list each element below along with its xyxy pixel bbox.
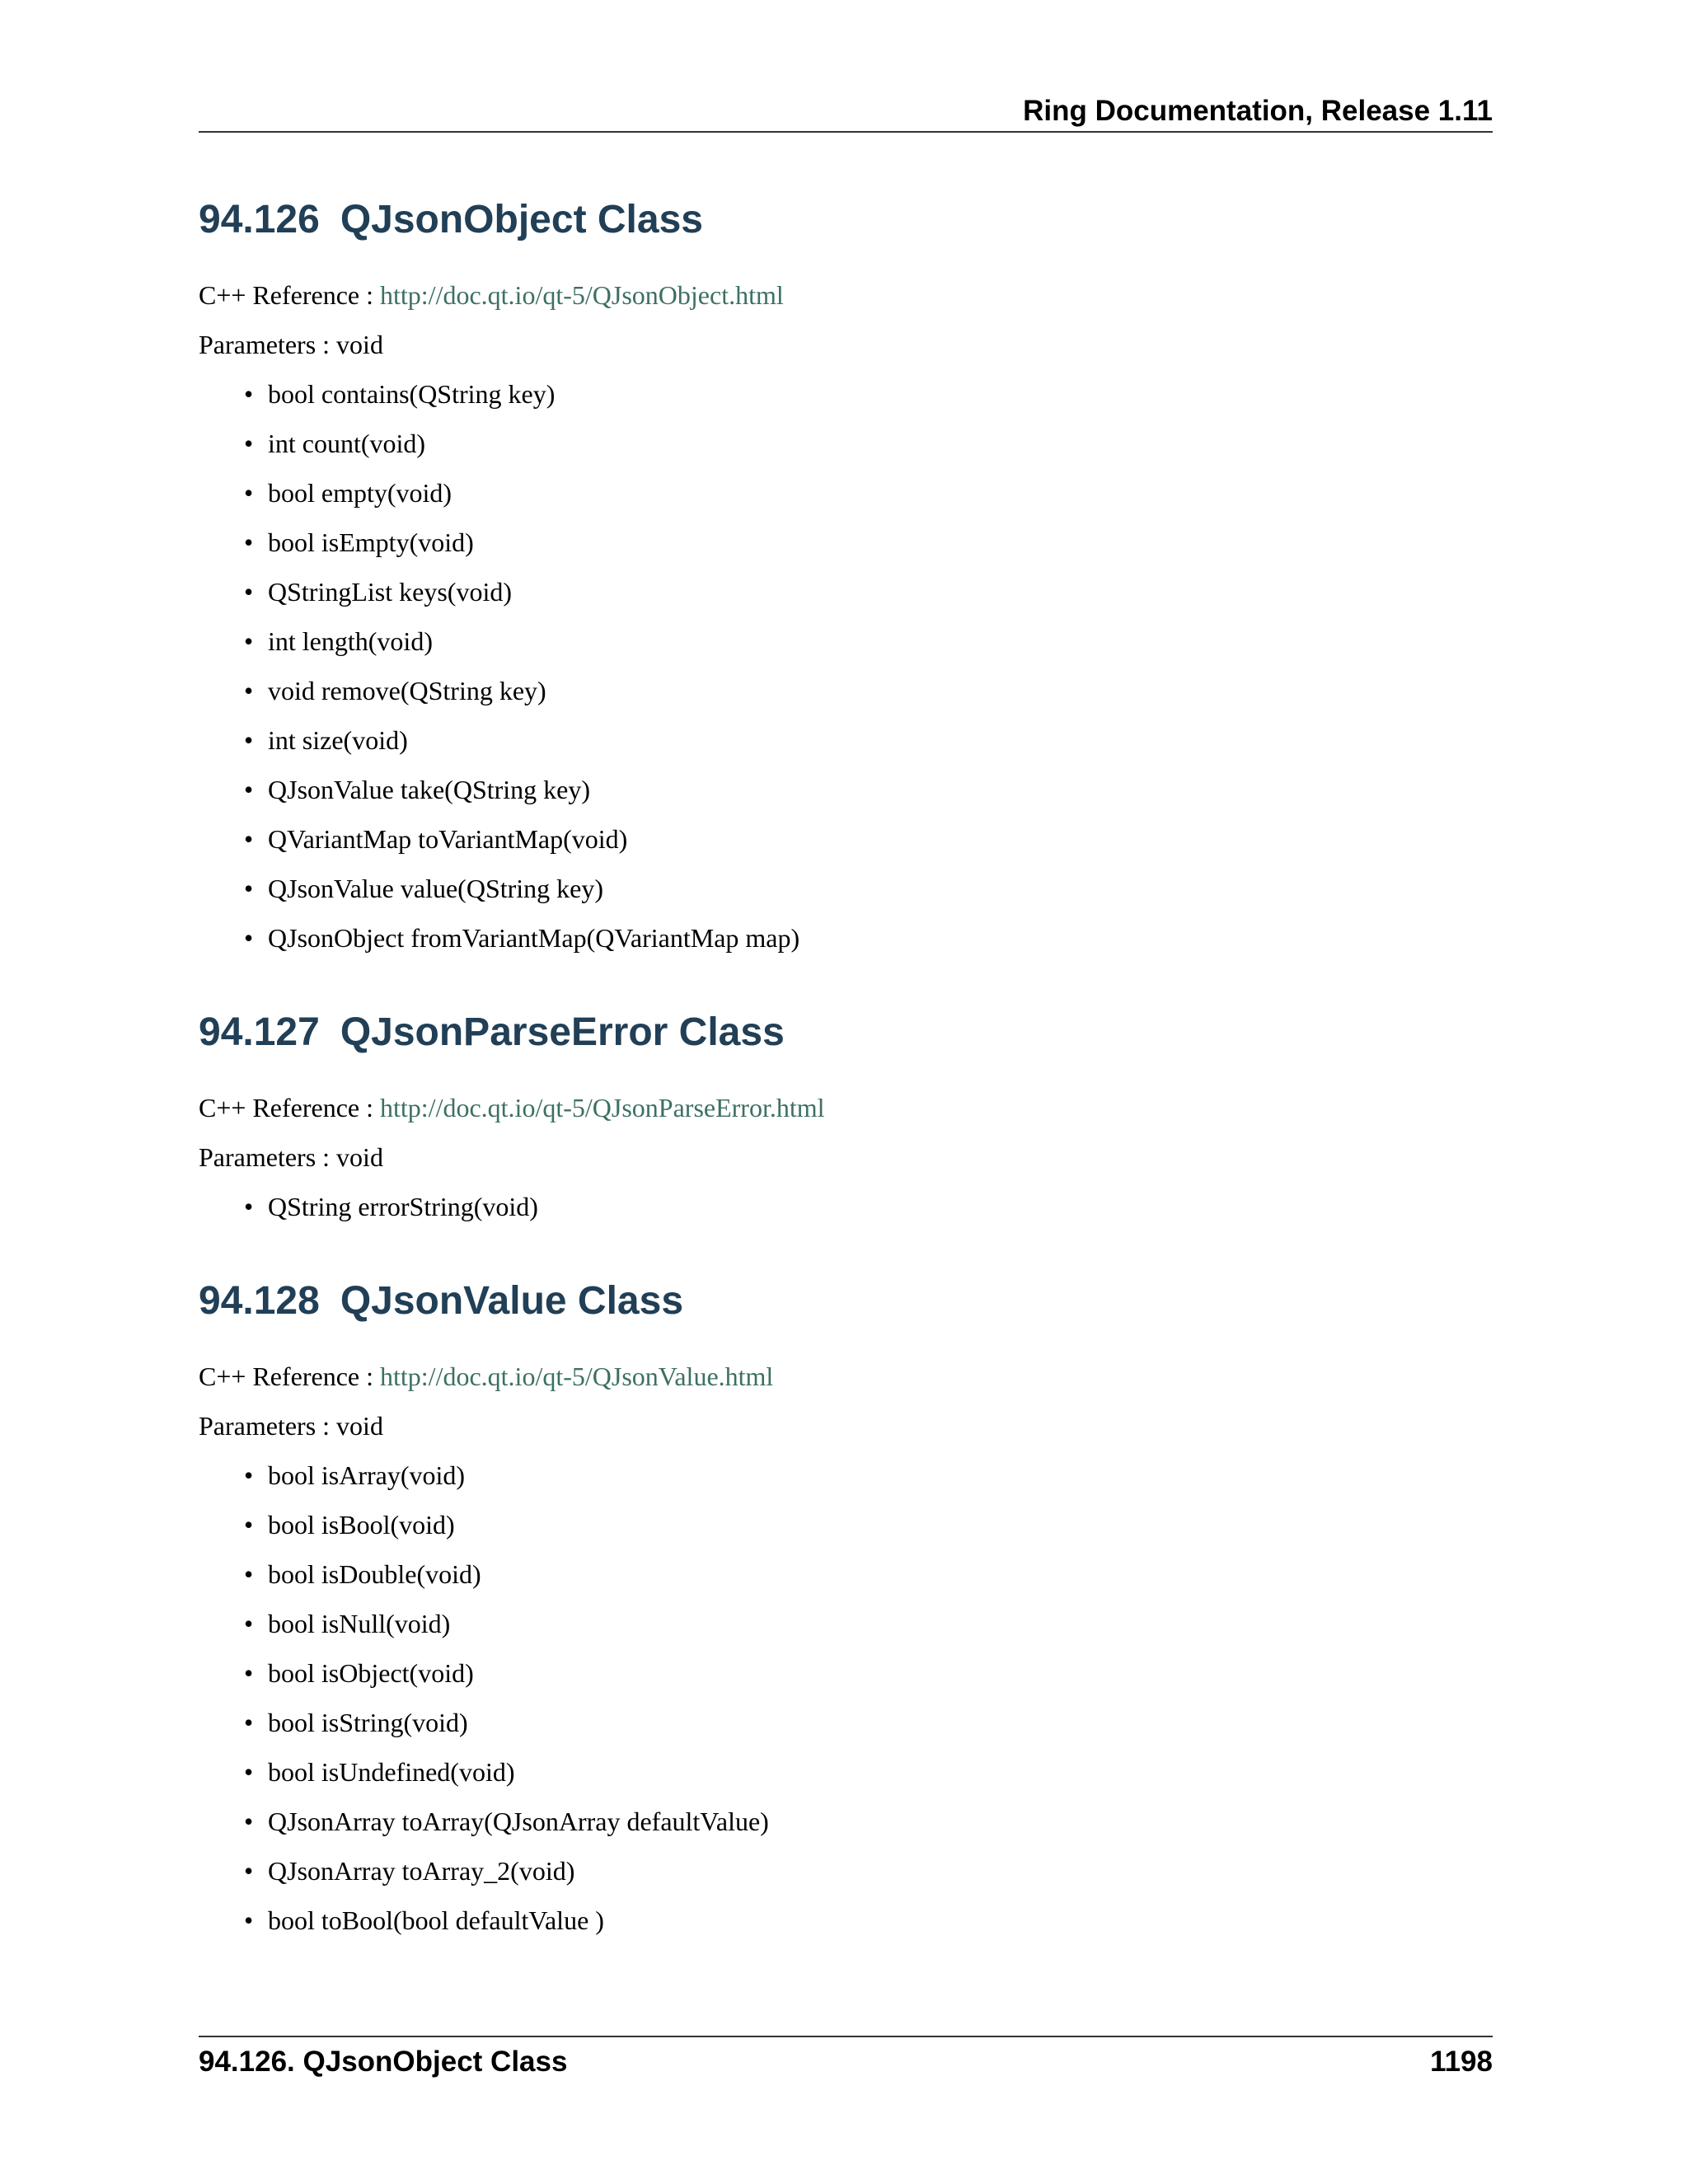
method-item — [244, 913, 1493, 963]
cpp-reference-label: C++ Reference : — [199, 1093, 373, 1122]
section-title: QJsonValue Class — [340, 1279, 684, 1323]
bullet-icon: • — [244, 725, 254, 755]
section-qjsonparseerror — [199, 1002, 1493, 1231]
method-item — [244, 666, 1493, 715]
method-signature: bool isNull(void) — [268, 1609, 451, 1638]
section-heading — [199, 1002, 1493, 1063]
parameters-value: void — [336, 330, 383, 359]
parameters-value: void — [336, 1411, 383, 1441]
method-item — [244, 518, 1493, 567]
bullet-icon: • — [244, 429, 254, 458]
bullet-icon: • — [244, 1609, 254, 1638]
bullet-icon: • — [244, 1856, 254, 1886]
bullet-icon: • — [244, 379, 254, 409]
bullet-icon: • — [244, 1510, 254, 1540]
bullet-icon: • — [244, 577, 254, 607]
section-heading — [199, 190, 1493, 251]
method-item — [244, 616, 1493, 666]
method-signature: bool isBool(void) — [268, 1510, 455, 1540]
method-item — [244, 1747, 1493, 1797]
method-item — [244, 1896, 1493, 1945]
header-rule — [199, 131, 1493, 133]
method-signature: QStringList keys(void) — [268, 577, 512, 607]
bullet-icon: • — [244, 775, 254, 804]
parameters-line — [199, 320, 1493, 369]
method-item — [244, 1451, 1493, 1500]
method-signature: bool isObject(void) — [268, 1658, 474, 1688]
method-signature: void remove(QString key) — [268, 676, 546, 705]
cpp-reference-line — [199, 1352, 1493, 1401]
bullet-icon: • — [244, 478, 254, 508]
method-signature: int length(void) — [268, 626, 433, 656]
section-number: 94.126 — [199, 198, 320, 241]
method-item — [244, 468, 1493, 518]
bullet-icon: • — [244, 1559, 254, 1589]
method-signature: bool isUndefined(void) — [268, 1757, 515, 1787]
method-item — [244, 1500, 1493, 1549]
method-item — [244, 1846, 1493, 1896]
method-item — [244, 765, 1493, 814]
bullet-icon: • — [244, 1905, 254, 1935]
method-list — [199, 1182, 1493, 1231]
method-item — [244, 715, 1493, 765]
cpp-reference-line — [199, 1083, 1493, 1132]
parameters-label: Parameters : — [199, 1142, 331, 1172]
method-item — [244, 1182, 1493, 1231]
bullet-icon: • — [244, 1658, 254, 1688]
running-header: Ring Documentation, Release 1.11 — [1023, 95, 1493, 127]
method-signature: int count(void) — [268, 429, 426, 458]
method-item — [244, 864, 1493, 913]
section-number: 94.128 — [199, 1279, 320, 1323]
method-signature: QJsonValue take(QString key) — [268, 775, 591, 804]
method-signature: QJsonValue value(QString key) — [268, 874, 604, 903]
bullet-icon: • — [244, 1807, 254, 1836]
method-item — [244, 1599, 1493, 1648]
footer-rule — [199, 2036, 1493, 2037]
method-signature: bool isArray(void) — [268, 1460, 466, 1490]
cpp-reference-label: C++ Reference : — [199, 1361, 373, 1391]
cpp-reference-link[interactable]: http://doc.qt.io/qt-5/QJsonParseError.html — [380, 1093, 825, 1122]
parameters-line — [199, 1401, 1493, 1451]
method-signature: QJsonArray toArray(QJsonArray defaultValue) — [268, 1807, 769, 1836]
bullet-icon: • — [244, 527, 254, 557]
section-title: QJsonObject Class — [340, 198, 703, 241]
bullet-icon: • — [244, 1708, 254, 1737]
method-signature: QString errorString(void) — [268, 1192, 538, 1221]
bullet-icon: • — [244, 676, 254, 705]
bullet-icon: • — [244, 1192, 254, 1221]
method-item — [244, 1648, 1493, 1698]
method-list — [199, 1451, 1493, 1945]
method-item — [244, 1797, 1493, 1846]
bullet-icon: • — [244, 1460, 254, 1490]
method-signature: bool toBool(bool defaultValue ) — [268, 1905, 604, 1935]
parameters-label: Parameters : — [199, 1411, 331, 1441]
bullet-icon: • — [244, 1757, 254, 1787]
method-item — [244, 1698, 1493, 1747]
page-content — [199, 190, 1493, 1945]
footer-section-title: 94.126. QJsonObject Class — [199, 2046, 568, 2078]
method-item — [244, 369, 1493, 419]
method-item — [244, 814, 1493, 864]
bullet-icon: • — [244, 874, 254, 903]
method-signature: bool isDouble(void) — [268, 1559, 481, 1589]
cpp-reference-link[interactable]: http://doc.qt.io/qt-5/QJsonObject.html — [380, 280, 784, 310]
cpp-reference-link[interactable]: http://doc.qt.io/qt-5/QJsonValue.html — [380, 1361, 774, 1391]
page-number: 1198 — [1430, 2046, 1493, 2078]
bullet-icon: • — [244, 923, 254, 953]
method-signature: bool isEmpty(void) — [268, 527, 474, 557]
bullet-icon: • — [244, 626, 254, 656]
running-footer — [199, 2041, 1493, 2083]
section-number: 94.127 — [199, 1010, 320, 1054]
section-title: QJsonParseError Class — [340, 1010, 785, 1054]
method-signature: int size(void) — [268, 725, 408, 755]
section-qjsonobject — [199, 190, 1493, 963]
parameters-value: void — [336, 1142, 383, 1172]
method-signature: QJsonArray toArray_2(void) — [268, 1856, 575, 1886]
cpp-reference-label: C++ Reference : — [199, 280, 373, 310]
parameters-line — [199, 1132, 1493, 1182]
method-signature: bool empty(void) — [268, 478, 452, 508]
method-item — [244, 419, 1493, 468]
section-heading — [199, 1271, 1493, 1332]
bullet-icon: • — [244, 824, 254, 854]
method-list — [199, 369, 1493, 963]
method-signature: QVariantMap toVariantMap(void) — [268, 824, 628, 854]
method-item — [244, 1549, 1493, 1599]
cpp-reference-line — [199, 270, 1493, 320]
method-signature: bool contains(QString key) — [268, 379, 556, 409]
method-signature: QJsonObject fromVariantMap(QVariantMap map) — [268, 923, 800, 953]
parameters-label: Parameters : — [199, 330, 331, 359]
method-item — [244, 567, 1493, 616]
section-qjsonvalue — [199, 1271, 1493, 1945]
method-signature: bool isString(void) — [268, 1708, 468, 1737]
